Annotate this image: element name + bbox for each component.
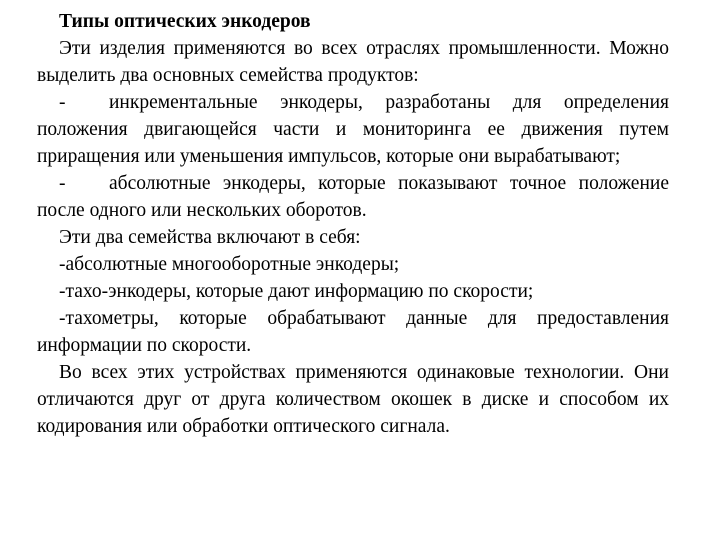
list-item-multiturn: -абсолютные многооборотные энкодеры; [59,254,400,275]
list-item-incremental [37,89,669,170]
list-item-tachometers: -тахометры, которые обрабатывают данные для предоставления информации по скорости. [37,308,669,356]
families-intro-paragraph: Эти два семейства включают в себя: [59,227,361,248]
list-item-absolute [37,170,669,224]
list-item-text: абсолютные энкодеры, которые показывают точное положение после одного или нескольких оборотов. [37,173,669,221]
list-item-text: инкрементальные энкодеры, разработаны для определения положения двигающейся части и мониторинга ее движения путем приращения или уменьшения импульсов, которые они вырабатывают; [37,92,669,167]
conclusion-paragraph: Во всех этих устройствах применяются одинаковые технологии. Они отличаются друг от друга количеством окошек в диске и способом их кодирования или обработки оптического сигнала. [37,362,669,437]
bullet-dash: - [59,92,66,113]
list-item-tacho-encoders: -тахо-энкодеры, которые дают информацию по скорости; [59,281,534,302]
page-title: Типы оптических энкодеров [59,11,311,32]
intro-paragraph: Эти изделия применяются во всех отраслях промышленности. Можно выделить два основных семейства продуктов: [37,38,669,86]
bullet-dash: - [59,173,66,194]
text-body [37,8,669,440]
